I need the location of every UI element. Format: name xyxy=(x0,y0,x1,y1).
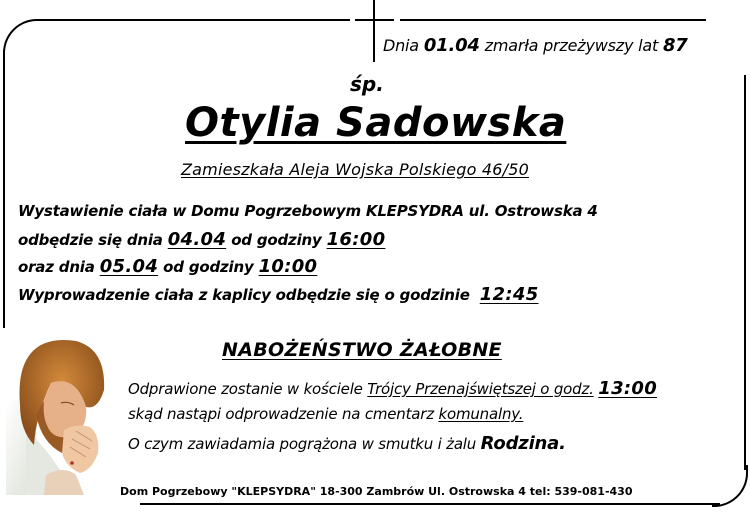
honorific: śp. xyxy=(350,72,384,96)
death-date: 01.04 xyxy=(423,35,480,56)
age: 87 xyxy=(662,35,688,56)
service-line-2-prefix: skąd nastąpi odprowadzenie na cmentarz xyxy=(128,405,434,423)
cemetery-name: komunalny. xyxy=(438,405,524,423)
residence-address: Zamieszkała Aleja Wojska Polskiego 46/50 xyxy=(181,160,529,179)
death-middle: zmarła przeżywszy lat xyxy=(484,36,659,55)
frame-corner-top-left xyxy=(3,19,39,55)
service-heading: NABOŻEŃSTWO ŻAŁOBNE xyxy=(222,339,502,361)
church-name: Trójcy Przenajświętszej o godz. xyxy=(367,380,594,398)
viewing-line-3-prefix: oraz dnia xyxy=(18,258,95,276)
frame-top-line-right xyxy=(400,19,706,21)
service-time: 13:00 xyxy=(598,378,658,399)
viewing-line-4 xyxy=(18,284,539,305)
family-signature: Rodzina. xyxy=(480,433,566,454)
service-line-1 xyxy=(128,378,657,399)
frame-corner-bottom-right xyxy=(712,465,748,507)
viewing-line-4-prefix: Wyprowadzenie ciała z kaplicy odbędzie się o godzinie xyxy=(18,286,470,304)
procession-time: 12:45 xyxy=(479,284,539,305)
viewing-line-2 xyxy=(18,229,385,250)
viewing-date-1: 04.04 xyxy=(167,229,227,250)
viewing-time-1: 16:00 xyxy=(326,229,386,250)
frame-right-line xyxy=(744,75,746,470)
death-date-line xyxy=(383,35,688,56)
deceased-name: Otylia Sadowska xyxy=(185,100,567,146)
viewing-line-2-prefix: odbędzie się dnia xyxy=(18,231,163,249)
funeral-home-footer: Dom Pogrzebowy "KLEPSYDRA" 18-300 Zambrów Ul. Ostrowska 4 tel: 539-081-430 xyxy=(120,485,633,498)
frame-bottom-line xyxy=(140,503,720,505)
viewing-line-1: Wystawienie ciała w Domu Pogrzebowym KLEPSYDRA ul. Ostrowska 4 xyxy=(18,202,598,220)
viewing-line-3-middle: od godziny xyxy=(163,258,254,276)
service-line-2 xyxy=(128,405,523,423)
viewing-date-2: 05.04 xyxy=(99,256,159,277)
viewing-line-3 xyxy=(18,256,317,277)
death-prefix: Dnia xyxy=(383,36,419,55)
service-line-3 xyxy=(128,433,566,454)
viewing-time-2: 10:00 xyxy=(258,256,318,277)
viewing-line-2-middle: od godziny xyxy=(231,231,322,249)
cross-vertical xyxy=(373,0,375,62)
service-line-3-prefix: O czym zawiadamia pogrążona w smutku i żalu xyxy=(128,435,477,453)
praying-figure-icon xyxy=(6,335,121,495)
frame-top-line-left xyxy=(36,19,350,21)
cross-horizontal xyxy=(356,19,394,21)
frame-left-line xyxy=(3,50,5,328)
service-line-1-prefix: Odprawione zostanie w kościele xyxy=(128,380,363,398)
